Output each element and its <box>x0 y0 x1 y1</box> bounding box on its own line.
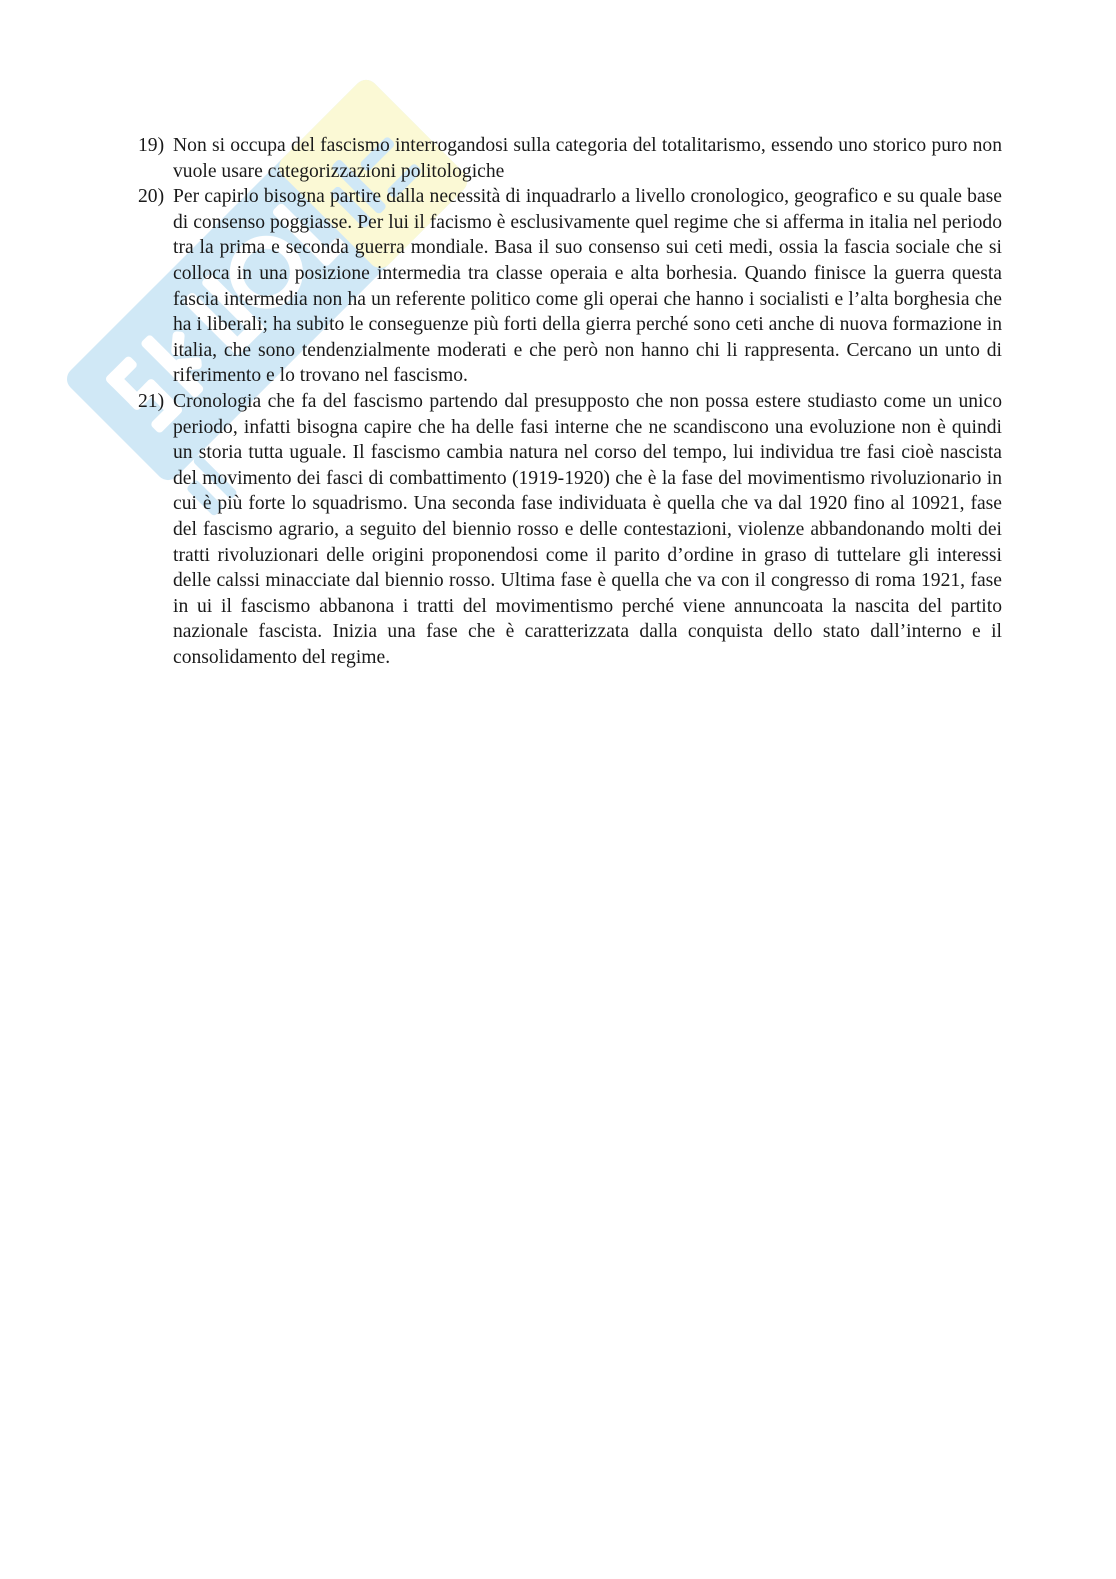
list-item-number: 20) <box>138 186 165 208</box>
list-item-text: Per capirlo bisogna partire dalla necessità di inquadrarlo a livello cronologico, geografico e su quale base di consenso poggiasse. Per lui il facismo è esclusivamente quel regime che si afferma in italia nel periodo tra la prima e seconda guerra mondiale. Basa il suo consenso sui ceti medi, ossia la fascia sociale che si colloca in una posizione intermedia tra classe operaia e alta borhesia. Quando finisce la guerra questa fascia intermedia non ha un referente politico come gli operai che hanno i socialisti e l’alta borghesia che ha i liberali; ha subito le conseguenze più forti della gierra perché sono ceti anche di nuova formazione in italia, che sono tendenzialmente moderati e che però non hanno chi li rappresenta. Cercano un unto di riferimento e lo trovano nel fascismo. <box>173 186 1002 387</box>
list-item <box>138 133 1002 184</box>
list-item-number: 21) <box>138 390 165 412</box>
list-item-number: 19) <box>138 135 165 156</box>
list-item <box>138 184 1002 389</box>
list-item-text: Cronologia che fa del fascismo partendo dal presupposto che non possa estere studiasto come un unico periodo, infatti bisogna capire che ha delle fasi interne che ne scandiscono una evoluzione non è quindi un storia tutta uguale. Il fascismo cambia natura nel corso del tempo, lui individua tre fasi cioè nascista del movimento dei fasci di combattimento (1919-1920) che è la fase del movimentismo rivoluzionario in cui è più forte lo squadrismo. Una seconda fase individuata è quella che va dal 1920 fino al 10921, fase del fascismo agrario, a seguito del biennio rosso e delle contestazioni, violenze abbandonando molti dei tratti rivoluzionari delle origini proponendosi come il parito d’ordine in graso di tuttelare gli interessi delle calssi minacciate dal biennio rosso. Ultima fase è quella che va con il congresso di roma 1921, fase in ui il fascismo abbanona i tratti del movimentismo perché viene annuncoata la nascita del partito nazionale fascista. Inizia una fase che è caratterizzata dalla conquista dello stato dall’interno e il consolidamento del regime. <box>173 390 1002 668</box>
numbered-list <box>138 133 1002 670</box>
list-item-text: Non si occupa del fascismo interrogandosi sulla categoria del totalitarismo, essendo uno storico puro non vuole usare categorizzazioni politologiche <box>173 135 1002 182</box>
list-item <box>138 389 1002 671</box>
